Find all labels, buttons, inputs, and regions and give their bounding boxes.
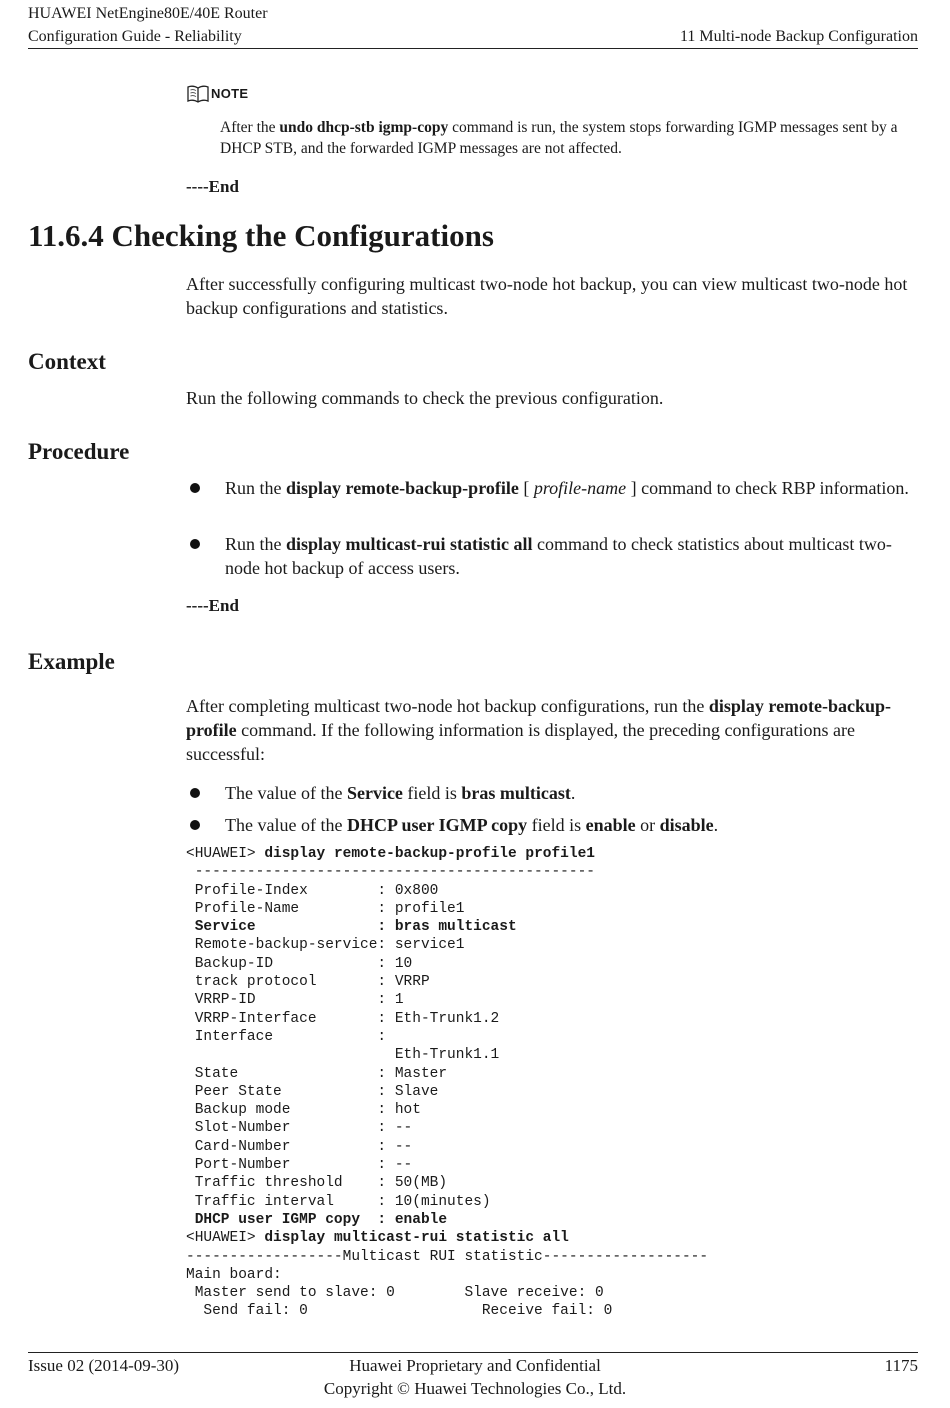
header-chapter: 11 Multi-node Backup Configuration [679,28,918,45]
code-block [186,845,926,1321]
code-line: Card-Number : -- [186,1138,413,1155]
code-line: Port-Number : -- [186,1157,413,1174]
bullet-dot [190,539,200,549]
procedure-heading: Procedure [28,439,130,464]
footer-issue: Issue 02 (2014-09-30) [28,1356,180,1375]
code-line: Eth-Trunk1.1 [186,1047,500,1064]
bullet-dot [190,483,200,493]
command-text: display multicast-rui statistic all [286,534,533,554]
code-line: State : Master [186,1065,448,1082]
code-line: Remote-backup-service: service1 [186,937,465,954]
code-line [186,845,926,863]
example-heading: Example [28,649,115,674]
code-prompt: <HUAWEI> [186,846,265,862]
code-line: Interface : [186,1028,387,1045]
code-line: Master send to slave: 0 Slave receive: 0 [186,1285,604,1302]
example-bullet: The value of the Service field is bras multicast. [186,781,921,805]
section-title: 11.6.4 Checking the Configurations [28,218,494,253]
procedure-item: Run the display remote-backup-profile [ profile-name ] command to check RBP information. [186,476,921,500]
end-marker: ----End [186,596,239,615]
end-marker: ----End [186,177,239,196]
code-line: DHCP user IGMP copy : enable [186,1211,448,1228]
code-command: display multicast-rui statistic all [264,1230,569,1247]
example-bullet: The value of the DHCP user IGMP copy field is enable or disable. [186,813,921,837]
code-line: Traffic threshold : 50(MB) [186,1175,448,1192]
code-command: display remote-backup-profile profile1 [264,846,595,862]
section-intro: After successfully configuring multicast two-node hot backup, you can view multicast two-node hot backup configurations and statistics. [186,274,908,318]
context-heading: Context [28,349,106,374]
code-prompt: <HUAWEI> [186,1230,265,1247]
note-label: NOTE [211,86,249,101]
code-line: Profile-Name : profile1 [186,900,465,917]
command-text: display remote-backup-profile [286,478,519,498]
book-icon [186,84,210,104]
code-line [186,1229,926,1247]
code-line: Profile-Index : 0x800 [186,882,439,899]
procedure-item: Run the display multicast-rui statistic all command to check statistics about multicast two-node hot backup of access users. [186,532,921,580]
code-line: Send fail: 0 Receive fail: 0 [186,1303,613,1320]
header-product: HUAWEI NetEngine80E/40E Router [28,5,268,22]
code-line: Backup-ID : 10 [186,955,413,972]
code-line: Traffic interval : 10(minutes) [186,1193,491,1210]
code-line: Backup mode : hot [186,1102,421,1119]
footer-copyright: Copyright © Huawei Technologies Co., Ltd. [323,1379,627,1398]
bullet-dot [190,788,200,798]
footer-confidential: Huawei Proprietary and Confidential [349,1356,601,1375]
header-guide: Configuration Guide - Reliability [28,28,242,45]
param-text: profile-name [533,478,627,498]
note-text: After the undo dhcp-stb igmp-copy command is run, the system stops forwarding IGMP messages sent by a DHCP STB, and the forwarded IGMP messages are not affected. [220,119,898,157]
code-line: ------------------Multicast RUI statistic------------------- [186,1248,709,1265]
footer-page-number: 1175 [884,1356,918,1375]
example-intro: After completing multicast two-node hot backup configurations, run the display remote-backup-profile command. If the following information is displayed, the preceding configurations are successful: [186,696,892,764]
code-line: track protocol : VRRP [186,974,430,991]
code-line: Slot-Number : -- [186,1120,413,1137]
footer-rule [28,1352,918,1353]
header-rule [28,48,918,49]
code-line: Peer State : Slave [186,1083,439,1100]
code-line: Service : bras multicast [186,919,517,936]
code-line: VRRP-Interface : Eth-Trunk1.2 [186,1010,500,1027]
note-command: undo dhcp-stb igmp-copy [279,119,449,136]
header-row [28,26,918,48]
code-line: Main board: [186,1266,282,1283]
bullet-dot [190,820,200,830]
command-text: display remote-backup-profile [186,696,892,740]
code-line: VRRP-ID : 1 [186,992,404,1009]
context-text: Run the following commands to check the previous configuration. [186,388,664,408]
code-line: ---------------------------------------------- [186,864,595,881]
